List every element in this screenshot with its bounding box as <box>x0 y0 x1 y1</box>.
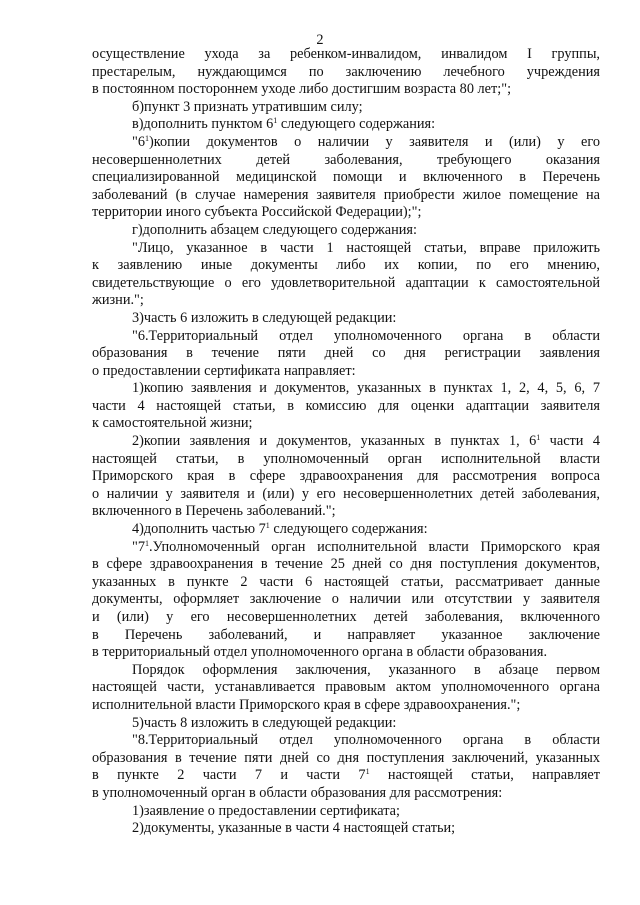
text-line: документы, оформляет заключение о наличии или отсутствии у заявителя <box>92 591 600 608</box>
text-line: Порядок оформления заключения, указанного в абзаце первом <box>132 661 600 678</box>
text-line: специализированной медицинской помощи и включенного в Перечень <box>92 169 600 186</box>
text-line: в территориальный отдел уполномоченного органа в области образования. <box>92 644 548 661</box>
document-body <box>92 46 600 838</box>
text-line: в пункте 2 части 7 и части $7^1$ настоящей статьи, направляет <box>92 767 601 784</box>
text-line: включенного в Перечень заболеваний."; <box>92 503 336 520</box>
text-line: 1)заявление о предоставлении сертификата; <box>132 802 400 819</box>
text-line: 5)часть 8 изложить в следующей редакции: <box>132 714 397 731</box>
text-line: в постоянном постороннем уходе либо достигшим возраста 80 лет;"; <box>92 81 512 98</box>
text-line: осуществление ухода за ребенком-инвалидом, инвалидом I группы, <box>92 46 600 62</box>
text-line: настоящей части, устанавливается правовым актом уполномоченного органа <box>92 679 600 696</box>
text-line: в сфере здравоохранения в течение 25 дней со дня поступления документов, <box>92 556 600 573</box>
text-line: образования в течение пяти дней со дня поступления заключений, указанных <box>92 749 600 766</box>
text-line: 4)дополнить частью $7^1$ следующего содержания: <box>132 521 428 538</box>
text-line: указанных в пункте 2 части 6 настоящей статьи, рассматривает данные <box>92 573 600 590</box>
text-line: "Лицо, указанное в части 1 настоящей статьи, вправе приложить <box>132 239 600 256</box>
text-line: жизни."; <box>92 292 144 309</box>
page-number: 2 <box>316 32 324 48</box>
text-line: части 4 настоящей статьи, в комиссию для оценки адаптации заявителя <box>92 397 600 414</box>
text-line: "6.Территориальный отдел уполномоченного органа в области <box>132 327 600 344</box>
text-line: в Перечень заболеваний, и направляет указанное заключение <box>92 626 600 643</box>
text-line: 1)копию заявления и документов, указанных в пунктах 1, 2, 4, 5, 6, 7 <box>132 380 600 397</box>
text-line: в)дополнить пунктом $6^1$ следующего содержания: <box>132 116 436 133</box>
text-line: "8.Территориальный отдел уполномоченного органа в области <box>132 732 600 749</box>
text-line: и (или) у его несовершеннолетних детей заболевания, включенного <box>92 609 600 625</box>
text-line: к самостоятельной жизни; <box>92 415 253 432</box>
text-line: свидетельствующие о его удовлетворительной адаптации к самостоятельной <box>92 274 600 291</box>
text-line: территории иного субъекта Российской Федерации);"; <box>92 204 422 221</box>
text-line: престарелым, нуждающимся по заключению лечебного учреждения <box>92 63 600 80</box>
text-line: "$7^1.Уполномоченный$ орган исполнительной власти Приморского края <box>132 538 600 555</box>
text-line: к заявлению иные документы либо их копии, по его мнению, <box>92 257 600 274</box>
text-line: Приморского края в сфере здравоохранения для рассмотрения вопроса <box>92 468 600 485</box>
text-line: 2)документы, указанные в части 4 настоящей статьи; <box>132 820 456 837</box>
text-line: 2)копии заявления и документов, указанных в пунктах 1, $6^1$ части 4 <box>132 433 601 450</box>
text-line: в уполномоченный орган в области образования для рассмотрения: <box>92 784 503 801</box>
text-line: заболеваний (в случае намерения заявителя приобрести жилое помещение на <box>92 186 600 203</box>
text-line: "$6^1)копии$ документов о наличии у заявителя и (или) у его <box>132 133 600 150</box>
text-line: о предоставлении сертификата направляет: <box>92 362 356 379</box>
text-line: б)пункт 3 признать утратившим силу; <box>132 98 363 115</box>
text-line: г)дополнить абзацем следующего содержания: <box>132 221 417 238</box>
text-line: исполнительной власти Приморского края в сфере здравоохранения."; <box>92 696 521 713</box>
text-line: о наличии у заявителя и (или) у его несовершеннолетних детей заболевания, <box>92 485 600 502</box>
text-line: настоящей статьи, в уполномоченный орган исполнительной власти <box>92 450 600 467</box>
text-line: образования в течение пяти дней со дня регистрации заявления <box>92 345 600 362</box>
text-line: несовершеннолетних детей заболевания, требующего оказания <box>92 151 600 168</box>
text-line: 3)часть 6 изложить в следующей редакции: <box>132 309 397 326</box>
